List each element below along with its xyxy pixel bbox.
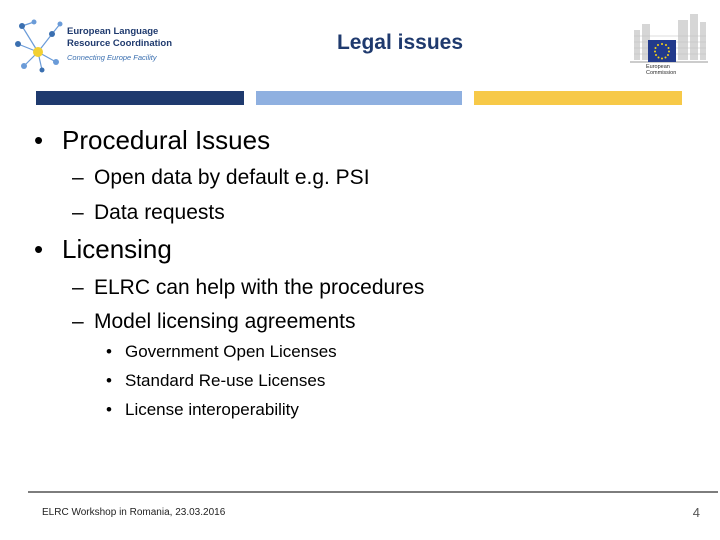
dash-marker: – <box>72 310 84 333</box>
page-number: 4 <box>692 505 700 520</box>
dash-marker: – <box>72 201 84 224</box>
subitem-text: Model licensing agreements <box>94 310 356 333</box>
subsubitem-text: Standard Re-use Licenses <box>125 371 326 390</box>
subitem-data-requests <box>72 201 225 225</box>
subsubitem-text: Government Open Licenses <box>125 342 337 361</box>
bullet-marker: • <box>34 234 44 264</box>
footer-text: ELRC Workshop in Romania, 23.03.2016 <box>42 507 226 518</box>
subitem-text: ELRC can help with the procedures <box>94 276 425 299</box>
subsubitem-standard-reuse <box>106 371 325 391</box>
ec-text <box>646 64 676 76</box>
header-bar-yellow <box>474 91 682 105</box>
bullet-text: Licensing <box>62 234 172 264</box>
footer-divider <box>28 491 718 493</box>
subitem-text: Open data by default e.g. PSI <box>94 166 370 189</box>
subsubitem-text: License interoperability <box>125 400 299 419</box>
bullet-marker: • <box>106 371 112 390</box>
subitem-model-licensing <box>72 310 355 334</box>
logo-line-1: European Language <box>67 26 159 37</box>
dash-marker: – <box>72 166 84 189</box>
subsubitem-government-open <box>106 342 337 362</box>
bullet-text: Procedural Issues <box>62 125 271 155</box>
subsubitem-license-interop <box>106 400 299 420</box>
eu-flag-icon <box>648 40 676 62</box>
subitem-open-data <box>72 166 370 190</box>
ec-text-line-1: European <box>646 64 670 70</box>
header-bar-dark-blue <box>36 91 244 105</box>
subitem-elrc-help <box>72 276 424 300</box>
european-commission-logo <box>626 10 710 76</box>
subitem-text: Data requests <box>94 201 225 224</box>
dash-marker: – <box>72 276 84 299</box>
bullet-marker: • <box>34 125 44 155</box>
ec-text-line-2: Commission <box>646 70 677 76</box>
slide-title: Legal issues <box>336 31 464 54</box>
logo-line-2: Resource Coordination <box>67 38 173 49</box>
elrc-logo <box>12 14 182 76</box>
logo-line-3: Connecting Europe Facility <box>67 53 157 62</box>
logo-text <box>67 26 172 65</box>
network-icon <box>12 14 68 76</box>
header-bar-light-blue <box>256 91 462 105</box>
bullet-marker: • <box>106 342 112 361</box>
bullet-marker: • <box>106 400 112 419</box>
